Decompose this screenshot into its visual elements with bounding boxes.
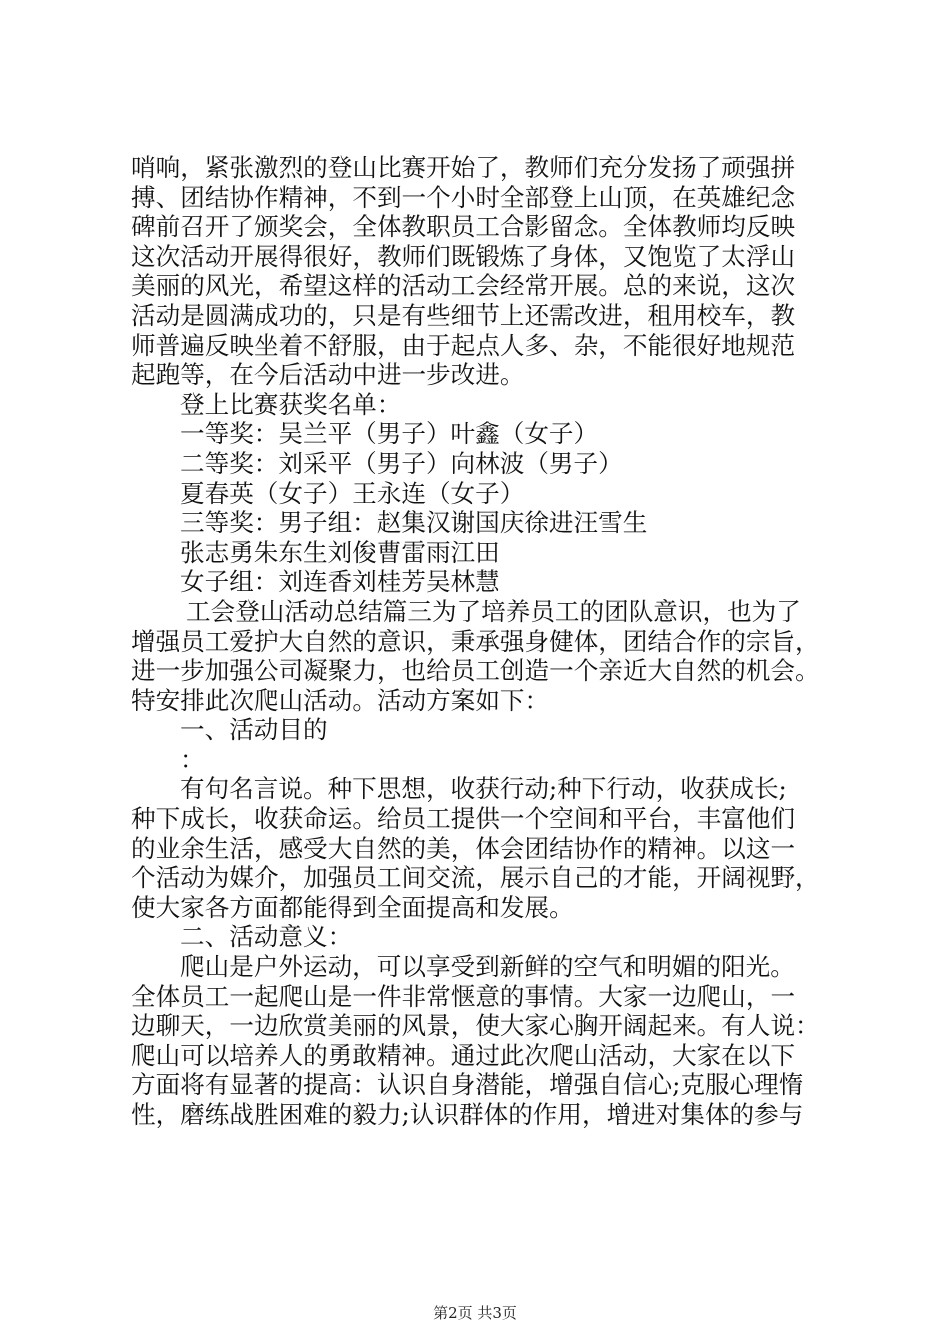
text-line: 个活动为媒介，加强员工间交流，展示自己的才能，开阔视野， <box>131 863 820 893</box>
award-list-heading: 登上比赛获奖名单： <box>180 389 402 419</box>
text-line: 美丽的风光，希望这样的活动工会经常开展。总的来说，这次 <box>131 271 796 301</box>
text-line: 进一步加强公司凝聚力，也给员工创造一个亲近大自然的机会。 <box>131 656 820 686</box>
text-line: 有句名言说。种下思想，收获行动;种下行动，收获成长; <box>180 774 787 804</box>
award-line: 女子组：刘连香刘桂芳吴林慧 <box>180 567 500 597</box>
text-line: 种下成长，收获命运。给员工提供一个空间和平台，丰富他们 <box>131 804 796 834</box>
award-line: 张志勇朱东生刘俊曹雷雨江田 <box>180 537 500 567</box>
text-line: 师普遍反映坐着不舒服，由于起点人多、杂，不能很好地规范 <box>131 330 796 360</box>
section-heading: 二、活动意义： <box>180 922 353 952</box>
text-line: 爬山可以培养人的勇敢精神。通过此次爬山活动，大家在以下 <box>131 1040 796 1070</box>
award-line: 一等奖：吴兰平（男子）叶鑫（女子） <box>180 419 599 449</box>
text-line: 这次活动开展得很好，教师们既锻炼了身体，又饱览了太浮山 <box>131 241 796 271</box>
text-line: 工会登山活动总结篇三为了培养员工的团队意识，也为了 <box>186 596 801 626</box>
text-line: ： <box>180 744 205 774</box>
text-line: 性，磨练战胜困难的毅力;认识群体的作用，增进对集体的参与 <box>131 1100 804 1129</box>
body-text <box>131 153 831 1130</box>
text-line: 爬山是户外运动，可以享受到新鲜的空气和明媚的阳光。 <box>180 952 795 982</box>
text-line: 增强员工爱护大自然的意识，秉承强身健体，团结合作的宗旨， <box>131 626 820 656</box>
text-line: 方面将有显著的提高：认识自身潜能，增强自信心;克服心理惰 <box>131 1070 804 1100</box>
text-line: 使大家各方面都能得到全面提高和发展。 <box>131 892 574 922</box>
text-line: 哨响，紧张激烈的登山比赛开始了，教师们充分发扬了顽强拼 <box>131 153 796 182</box>
section-heading: 一、活动目的 <box>180 715 328 745</box>
text-line: 搏、团结协作精神，不到一个小时全部登上山顶，在英雄纪念 <box>131 182 796 212</box>
text-line: 碑前召开了颁奖会，全体教职员工合影留念。全体教师均反映 <box>131 212 796 242</box>
award-line: 夏春英（女子）王永连（女子） <box>180 478 525 508</box>
award-line: 三等奖：男子组：赵集汉谢国庆徐进汪雪生 <box>180 508 648 538</box>
text-line: 活动是圆满成功的，只是有些细节上还需改进，租用校车，教 <box>131 300 796 330</box>
award-line: 二等奖：刘采平（男子）向林波（男子） <box>180 448 623 478</box>
text-line: 全体员工一起爬山是一件非常惬意的事情。大家一边爬山，一 <box>131 981 796 1011</box>
text-line: 起跑等，在今后活动中进一步改进。 <box>131 360 525 390</box>
page-number-footer: 第2页 共3页 <box>433 1304 517 1322</box>
text-line: 的业余生活，感受大自然的美，体会团结协作的精神。以这一 <box>131 833 796 863</box>
text-line: 边聊天，一边欣赏美丽的风景，使大家心胸开阔起来。有人说： <box>131 1011 820 1041</box>
text-line: 特安排此次爬山活动。活动方案如下： <box>131 685 550 715</box>
